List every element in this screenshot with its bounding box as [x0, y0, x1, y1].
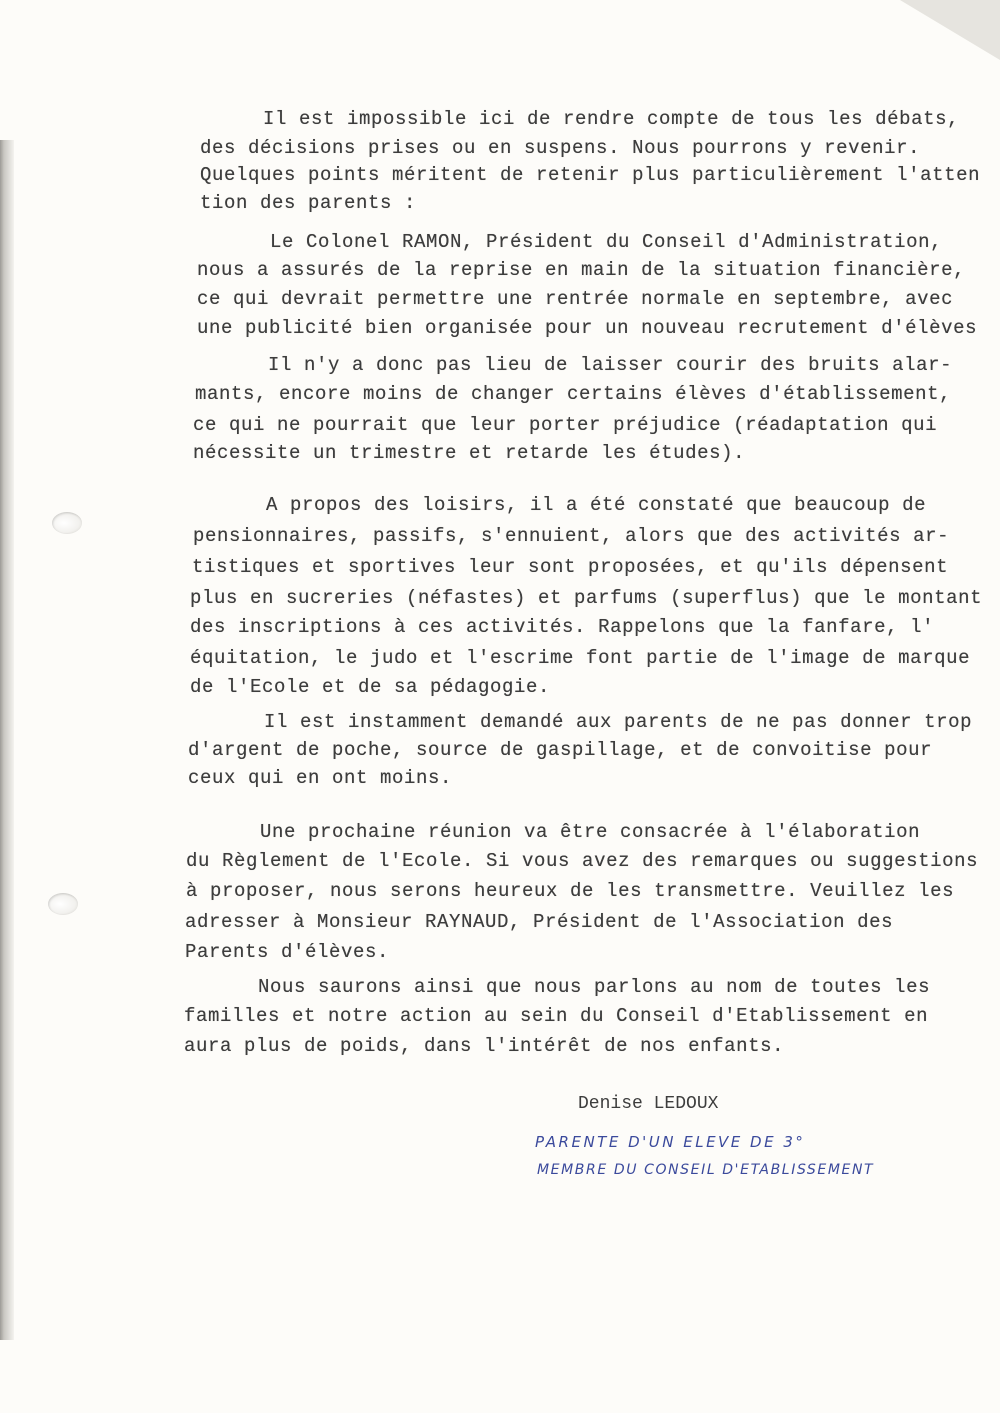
text-line: Parents d'élèves. — [185, 941, 390, 963]
text-line: de l'Ecole et de sa pédagogie. — [190, 676, 551, 698]
text-line: adresser à Monsieur RAYNAUD, Président de l'Association des — [185, 911, 894, 933]
text-line: mants, encore moins de changer certains élèves d'établissement, — [195, 383, 952, 405]
text-line: pensionnaires, passifs, s'ennuient, alors que des activités ar- — [193, 525, 950, 547]
text-line: du Règlement de l'Ecole. Si vous avez des remarques ou suggestions — [186, 850, 979, 872]
text-line: Il n'y a donc pas lieu de laisser courir des bruits alar- — [268, 354, 953, 376]
punch-hole-bottom — [48, 893, 78, 915]
text-line: d'argent de poche, source de gaspillage, et de convoitise pour — [188, 739, 933, 761]
text-line: Il est impossible ici de rendre compte de tous les débats, — [263, 108, 960, 130]
page-edge-shadow — [0, 140, 14, 1340]
text-line: à proposer, nous serons heureux de les transmettre. Veuillez les — [186, 880, 955, 902]
text-line: familles et notre action au sein du Conseil d'Etablissement en — [184, 1005, 929, 1027]
text-line: ceux qui en ont moins. — [188, 767, 453, 789]
text-line: équitation, le judo et l'escrime font partie de l'image de marque — [190, 647, 971, 669]
text-line: des décisions prises ou en suspens. Nous pourrons y revenir. — [200, 137, 921, 159]
text-line: Une prochaine réunion va être consacrée à l'élaboration — [260, 821, 921, 843]
punch-hole-top — [52, 512, 82, 534]
text-line: aura plus de poids, dans l'intérêt de nos enfants. — [184, 1035, 785, 1057]
text-line: nécessite un trimestre et retarde les études). — [193, 442, 746, 464]
handwritten-note-line: PARENTE D'UN ELEVE DE 3° — [535, 1133, 806, 1151]
text-line: des inscriptions à ces activités. Rappelons que la fanfare, l' — [190, 616, 935, 638]
handwritten-note-line: MEMBRE DU CONSEIL D'ETABLISSEMENT — [537, 1162, 875, 1178]
text-line: nous a assurés de la reprise en main de la situation financière, — [197, 259, 966, 281]
text-line: Nous saurons ainsi que nous parlons au nom de toutes les — [258, 976, 931, 998]
text-line: ce qui devrait permettre une rentrée normale en septembre, avec — [197, 288, 954, 310]
text-line: Le Colonel RAMON, Président du Conseil d'Administration, — [270, 231, 943, 253]
text-line: une publicité bien organisée pour un nouveau recrutement d'élèves — [197, 317, 978, 339]
text-line: A propos des loisirs, il a été constaté que beaucoup de — [266, 494, 927, 516]
torn-corner — [900, 0, 1000, 60]
text-line: plus en sucreries (néfastes) et parfums (superflus) que le montant — [190, 587, 983, 609]
text-line: Il est instamment demandé aux parents de ne pas donner trop — [264, 711, 973, 733]
text-line: Quelques points méritent de retenir plus particulièrement l'atten — [200, 164, 981, 186]
signature: Denise LEDOUX — [578, 1094, 719, 1114]
text-line: ce qui ne pourrait que leur porter préjudice (réadaptation qui — [193, 414, 938, 436]
text-line: tistiques et sportives leur sont proposées, et qu'ils dépensent — [192, 556, 949, 578]
text-line: tion des parents : — [200, 192, 417, 214]
